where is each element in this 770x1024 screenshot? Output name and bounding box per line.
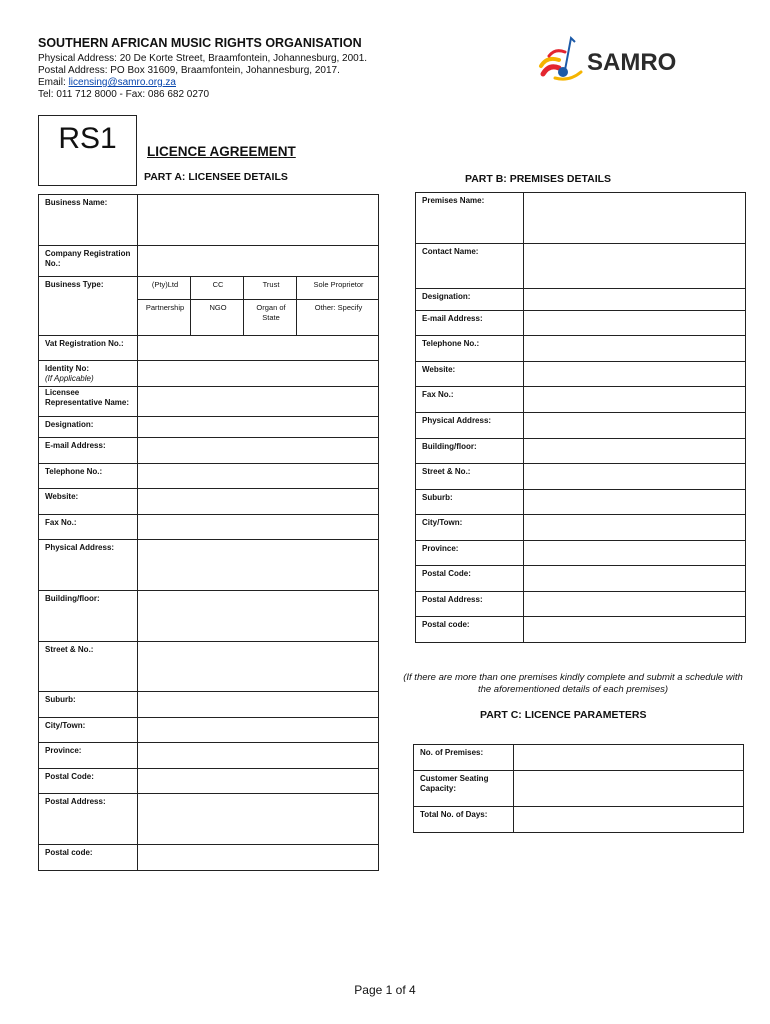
label-telephone: Telephone No.: (39, 464, 138, 489)
row-b-postal-address (416, 592, 746, 617)
row-premises-name (416, 193, 746, 244)
field-b-province[interactable] (524, 541, 746, 566)
field-street[interactable] (138, 642, 379, 692)
row-suburb (39, 692, 379, 718)
row-identity (39, 361, 379, 387)
field-b-physical[interactable] (524, 413, 746, 439)
label-company-reg: Company Registration No.: (39, 246, 138, 277)
label-postal-code-1: Postal Code: (39, 769, 138, 794)
row-b-website (416, 362, 746, 387)
row-postal-code-1 (39, 769, 379, 794)
label-seating: Customer Seating Capacity: (414, 771, 514, 807)
type-ngo[interactable]: NGO (191, 300, 244, 336)
row-b-postal-code-2 (416, 617, 746, 643)
field-postal-code-2[interactable] (138, 845, 379, 871)
label-b-province: Province: (416, 541, 524, 566)
type-partnership[interactable]: Partnership (138, 300, 191, 336)
part-c-heading: PART C: LICENCE PARAMETERS (480, 709, 647, 721)
label-b-postal-address: Postal Address: (416, 592, 524, 617)
field-days[interactable] (514, 807, 744, 833)
field-physical[interactable] (138, 540, 379, 591)
field-b-email[interactable] (524, 311, 746, 336)
row-city (39, 718, 379, 743)
field-building[interactable] (138, 591, 379, 642)
field-suburb[interactable] (138, 692, 379, 718)
label-b-city: City/Town: (416, 515, 524, 541)
email-line (38, 77, 176, 89)
label-identity (39, 361, 138, 387)
row-company-reg (39, 246, 379, 277)
row-b-fax (416, 387, 746, 413)
multiple-premises-note: (If there are more than one premises kindly complete and submit a schedule with the aforementioned details of each premises) (403, 672, 743, 695)
label-physical: Physical Address: (39, 540, 138, 591)
form-title: LICENCE AGREEMENT (147, 144, 296, 159)
part-a-heading: PART A: LICENSEE DETAILS (144, 171, 288, 183)
samro-logo-mark (535, 34, 735, 84)
field-premises-count[interactable] (514, 745, 744, 771)
row-b-email (416, 311, 746, 336)
field-postal-code-1[interactable] (138, 769, 379, 794)
field-identity[interactable] (138, 361, 379, 387)
row-email (39, 438, 379, 464)
row-fax (39, 515, 379, 540)
field-b-postal-code-2[interactable] (524, 617, 746, 643)
label-b-fax: Fax No.: (416, 387, 524, 413)
field-b-building[interactable] (524, 439, 746, 464)
field-company-reg[interactable] (138, 246, 379, 277)
row-contact-name (416, 244, 746, 289)
page-number: Page 1 of 4 (354, 983, 416, 997)
row-province (39, 743, 379, 769)
row-premises-count (414, 745, 744, 771)
label-b-postal-code-2: Postal code: (416, 617, 524, 643)
field-email[interactable] (138, 438, 379, 464)
type-other[interactable]: Other: Specify (297, 300, 379, 336)
logo-text: SAMRO (587, 49, 677, 76)
row-business-name (39, 195, 379, 246)
label-premises-name: Premises Name: (416, 193, 524, 244)
field-business-name[interactable] (138, 195, 379, 246)
label-days: Total No. of Days: (414, 807, 514, 833)
label-b-telephone: Telephone No.: (416, 336, 524, 362)
label-rep-name: Licensee Representative Name: (39, 387, 138, 417)
field-b-suburb[interactable] (524, 490, 746, 515)
label-email: E-mail Address: (39, 438, 138, 464)
row-website (39, 489, 379, 515)
row-b-province (416, 541, 746, 566)
part-b-heading: PART B: PREMISES DETAILS (465, 173, 612, 185)
row-postal-code-2 (39, 845, 379, 871)
field-b-street[interactable] (524, 464, 746, 490)
label-fax: Fax No.: (39, 515, 138, 540)
row-designation (39, 417, 379, 438)
licensee-details-table (38, 194, 379, 871)
field-b-website[interactable] (524, 362, 746, 387)
row-b-building (416, 439, 746, 464)
licence-parameters-table (413, 744, 744, 833)
row-street (39, 642, 379, 692)
label-suburb: Suburb: (39, 692, 138, 718)
label-b-physical: Physical Address: (416, 413, 524, 439)
row-b-designation (416, 289, 746, 311)
samro-logo (535, 34, 735, 84)
type-cc[interactable]: CC (191, 277, 244, 300)
row-seating (414, 771, 744, 807)
field-province[interactable] (138, 743, 379, 769)
field-b-postal-address[interactable] (524, 592, 746, 617)
row-physical (39, 540, 379, 591)
row-b-postal-code-1 (416, 566, 746, 592)
label-identity-sub: (If Applicable) (45, 374, 94, 383)
field-rep-name[interactable] (138, 387, 379, 417)
row-building (39, 591, 379, 642)
row-b-suburb (416, 490, 746, 515)
row-vat (39, 336, 379, 361)
label-premises-count: No. of Premises: (414, 745, 514, 771)
field-b-designation[interactable] (524, 289, 746, 311)
row-b-telephone (416, 336, 746, 362)
field-premises-name[interactable] (524, 193, 746, 244)
row-telephone (39, 464, 379, 489)
row-b-street (416, 464, 746, 490)
email-link[interactable]: licensing@samro.org.za (68, 77, 176, 88)
label-website: Website: (39, 489, 138, 515)
row-b-city (416, 515, 746, 541)
form-code-box: RS1 (38, 115, 137, 186)
type-pty-ltd[interactable]: (Pty)Ltd (138, 277, 191, 300)
label-postal-address: Postal Address: (39, 794, 138, 845)
field-fax[interactable] (138, 515, 379, 540)
label-b-email: E-mail Address: (416, 311, 524, 336)
field-city[interactable] (138, 718, 379, 743)
row-b-physical (416, 413, 746, 439)
label-b-suburb: Suburb: (416, 490, 524, 515)
field-designation[interactable] (138, 417, 379, 438)
label-b-building: Building/floor: (416, 439, 524, 464)
row-days (414, 807, 744, 833)
field-contact-name[interactable] (524, 244, 746, 289)
field-postal-address[interactable] (138, 794, 379, 845)
field-b-fax[interactable] (524, 387, 746, 413)
field-website[interactable] (138, 489, 379, 515)
type-organ-of-state[interactable]: Organ of State (244, 300, 297, 336)
postal-address-line: Postal Address: PO Box 31609, Braamfontein, Johannesburg, 2017. (38, 65, 340, 76)
premises-details-table (415, 192, 746, 643)
row-postal-address (39, 794, 379, 845)
label-city: City/Town: (39, 718, 138, 743)
tel-fax-line: Tel: 011 712 8000 - Fax: 086 682 0270 (38, 89, 210, 100)
label-designation: Designation: (39, 417, 138, 438)
label-b-designation: Designation: (416, 289, 524, 311)
type-sole-proprietor[interactable]: Sole Proprietor (297, 277, 379, 300)
label-street: Street & No.: (39, 642, 138, 692)
field-b-telephone[interactable] (524, 336, 746, 362)
row-business-type-1 (39, 277, 379, 300)
field-vat[interactable] (138, 336, 379, 361)
type-trust[interactable]: Trust (244, 277, 297, 300)
label-contact-name: Contact Name: (416, 244, 524, 289)
label-vat: Vat Registration No.: (39, 336, 138, 361)
label-building: Building/floor: (39, 591, 138, 642)
row-rep-name (39, 387, 379, 417)
label-b-website: Website: (416, 362, 524, 387)
label-province: Province: (39, 743, 138, 769)
label-b-street: Street & No.: (416, 464, 524, 490)
org-name: SOUTHERN AFRICAN MUSIC RIGHTS ORGANISATION (38, 36, 362, 50)
field-b-postal-code-1[interactable] (524, 566, 746, 592)
label-identity-main: Identity No: (45, 364, 89, 373)
label-b-postal-code-1: Postal Code: (416, 566, 524, 592)
label-business-type: Business Type: (39, 277, 138, 336)
label-postal-code-2: Postal code: (39, 845, 138, 871)
email-label: Email: (38, 77, 69, 88)
field-seating[interactable] (514, 771, 744, 807)
physical-address-line: Physical Address: 20 De Korte Street, Braamfontein, Johannesburg, 2001. (38, 53, 368, 64)
label-business-name: Business Name: (39, 195, 138, 246)
field-telephone[interactable] (138, 464, 379, 489)
field-b-city[interactable] (524, 515, 746, 541)
